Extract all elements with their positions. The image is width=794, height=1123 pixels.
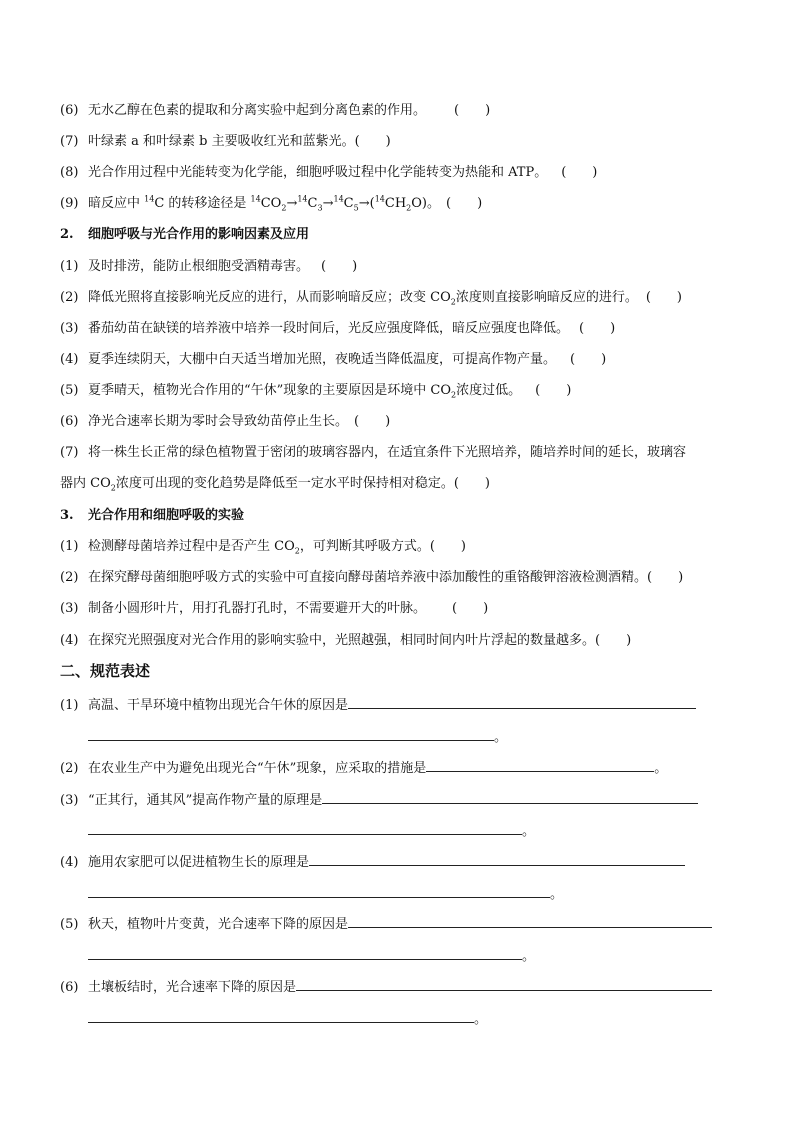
judge-item-2-6: (6) 净光合速率长期为零时会导致幼苗停止生长。 ( )	[60, 414, 391, 429]
judge-item-1-7: (7) 叶绿素 a 和叶绿素 b 主要吸收红光和蓝紫光。( )	[60, 134, 391, 149]
answer-paren[interactable]: ( )	[595, 633, 632, 648]
answer-paren[interactable]: ( )	[354, 134, 391, 149]
judge-item-3-1: (1) 检测酵母菌培养过程中是否产生 $CO_2$，可判断其呼吸方式。( )	[60, 539, 467, 556]
answer-paren[interactable]: ( )	[453, 476, 491, 491]
judge-item-2-1: (1) 及时排涝，能防止根细胞受酒精毒害。 ( )	[60, 259, 358, 274]
answer-blank[interactable]	[426, 758, 654, 772]
answer-blank[interactable]	[88, 1009, 474, 1023]
answer-blank[interactable]	[348, 695, 696, 709]
judge-item-1-8: (8) 光合作用过程中光能转变为化学能，细胞呼吸过程中化学能转变为热能和 ATP。 ( )	[60, 165, 598, 180]
answer-paren[interactable]: ( )	[579, 321, 616, 336]
section-heading-3: 3. 光合作用和细胞呼吸的实验	[60, 508, 245, 523]
express-item-5-cont: 。	[88, 946, 535, 966]
express-item-5: (5) 秋天，植物叶片变黄，光合速率下降的原因是	[60, 914, 712, 934]
express-item-1-cont: 。	[88, 727, 507, 747]
answer-paren[interactable]: ( )	[454, 103, 491, 118]
express-item-1: (1) 高温、干旱环境中植物出现光合午休的原因是	[60, 695, 696, 715]
answer-paren[interactable]: ( )	[561, 165, 598, 180]
answer-paren[interactable]: ( )	[321, 259, 358, 274]
answer-paren[interactable]: ( )	[535, 383, 572, 398]
judge-item-3-4: (4) 在探究光照强度对光合作用的影响实验中，光照越强，相同时间内叶片浮起的数量越多。( )	[60, 633, 632, 648]
answer-blank[interactable]	[88, 821, 522, 835]
answer-blank[interactable]	[88, 884, 550, 898]
part-heading-2: 二、规范表述	[60, 662, 151, 680]
answer-blank[interactable]	[309, 852, 685, 866]
judge-item-1-6: (6) 无水乙醇在色素的提取和分离实验中起到分离色素的作用。 ( )	[60, 103, 491, 118]
answer-paren[interactable]: ( )	[647, 570, 684, 585]
answer-paren[interactable]: ( )	[354, 414, 391, 429]
answer-paren[interactable]: ( )	[452, 601, 489, 616]
express-item-6-cont: 。	[88, 1009, 487, 1029]
answer-paren[interactable]: ( )	[446, 196, 483, 211]
answer-paren[interactable]: ( )	[429, 539, 467, 554]
express-item-4: (4) 施用农家肥可以促进植物生长的原理是	[60, 852, 685, 872]
judge-item-2-7: (7) 将一株生长正常的绿色植物置于密闭的玻璃容器内，在适宜条件下光照培养，随培养时间的延长，玻璃容	[60, 445, 687, 460]
answer-paren[interactable]: ( )	[645, 290, 683, 305]
express-item-2: (2) 在农业生产中为避免出现光合“午休”现象，应采取的措施是 。	[60, 758, 667, 778]
answer-blank[interactable]	[88, 946, 522, 960]
answer-blank[interactable]	[88, 727, 494, 741]
express-item-3: (3) “正其行，通其风”提高作物产量的原理是	[60, 790, 698, 810]
express-item-6: (6) 土壤板结时，光合速率下降的原因是	[60, 977, 712, 997]
judge-item-1-9: (9) 暗反应中 $^{14}$C 的转移途径是 $^{14}CO_2\to^{14}C_3\to^{14}C_5\to(^{14}CH_2O)$。 ( )	[60, 194, 483, 213]
express-item-3-cont: 。	[88, 821, 535, 841]
express-item-4-cont: 。	[88, 884, 563, 904]
answer-blank[interactable]	[348, 914, 712, 928]
judge-item-3-2: (2) 在探究酵母菌细胞呼吸方式的实验中可直接向酵母菌培养液中添加酸性的重铬酸钾溶液检测酒精。( )	[60, 570, 684, 585]
answer-paren[interactable]: ( )	[570, 352, 607, 367]
section-heading-2: 2. 细胞呼吸与光合作用的影响因素及应用	[60, 227, 310, 242]
answer-blank[interactable]	[296, 977, 712, 991]
judge-item-2-7-cont: 器内 $CO_2$浓度可出现的变化趋势是降低至一定水平时保持相对稳定。( )	[60, 476, 491, 493]
answer-blank[interactable]	[322, 790, 698, 804]
judge-item-3-3: (3) 制备小圆形叶片，用打孔器打孔时，不需要避开大的叶脉。 ( )	[60, 601, 489, 616]
judge-item-2-3: (3) 番茄幼苗在缺镁的培养液中培养一段时间后，光反应强度降低，暗反应强度也降低。 ( )	[60, 321, 616, 336]
judge-item-2-2: (2) 降低光照将直接影响光反应的进行，从而影响暗反应；改变 $CO_2$浓度则直接影响暗反应的进行。 ( )	[60, 290, 683, 307]
judge-item-2-5: (5) 夏季晴天，植物光合作用的“午休”现象的主要原因是环境中 $CO_2$浓度过低。 ( )	[60, 383, 572, 400]
judge-item-2-4: (4) 夏季连续阴天，大棚中白天适当增加光照，夜晚适当降低温度，可提高作物产量。 ( )	[60, 352, 607, 367]
